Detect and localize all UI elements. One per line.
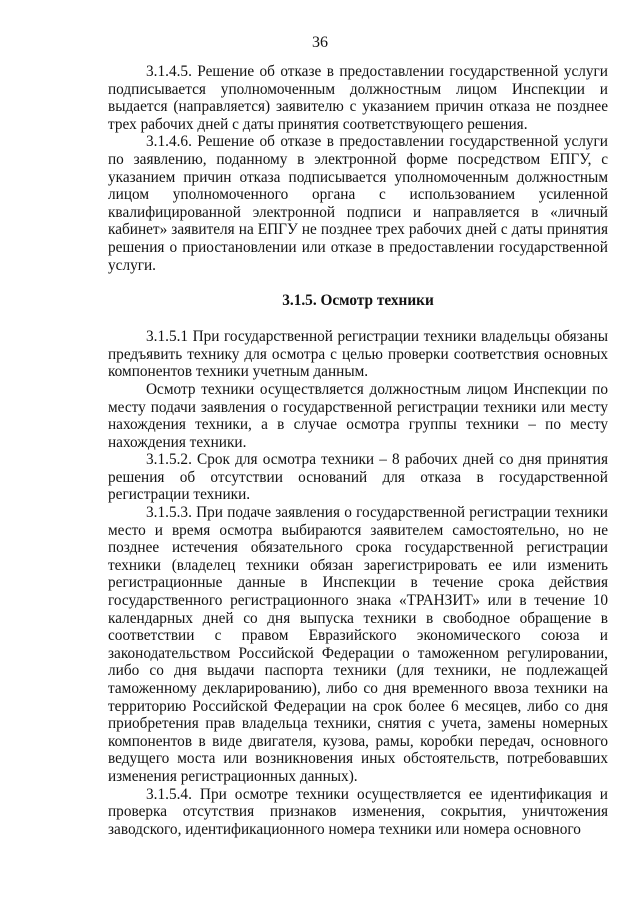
paragraph-3-1-4-5: 3.1.4.5. Решение об отказе в предоставлении государственной услуги подписывается уполномоченным должностным лицом Инспекции и выдается (направляется) заявителю с указанием причин отказа не позднее трех рабочих дней с даты принятия соответствующего решения. [108, 63, 608, 133]
document-body [108, 63, 608, 838]
paragraph-3-1-4-6: 3.1.4.6. Решение об отказе в предоставлении государственной услуги по заявлению, поданному в электронной форме посредством ЕПГУ, с указанием причин отказа подписывается уполномоченным должностным лицом уполномоченного органа с использованием усиленной квалифицированной электронной подписи и направляется в «личный кабинет» заявителя на ЕПГУ не позднее трех рабочих дней с даты принятия решения о приостановлении или отказе в предоставлении государственной услуги. [108, 133, 608, 274]
paragraph-3-1-5-1: 3.1.5.1 При государственной регистрации техники владельцы обязаны предъявить технику для осмотра с целью проверки соответствия основных компонентов техники учетным данным. [108, 328, 608, 381]
page-number: 36 [312, 34, 328, 51]
section-heading: 3.1.5. Осмотр техники [282, 292, 434, 310]
paragraph-3-1-5-4: 3.1.5.4. При осмотре техники осуществляется ее идентификация и проверка отсутствия признаков изменения, сокрытия, уничтожения заводского, идентификационного номера техники или номера основного [108, 785, 608, 838]
paragraph-3-1-5-2: 3.1.5.2. Срок для осмотра техники – 8 рабочих дней со дня принятия решения об отсутствии оснований для отказа в государственной регистрации техники. [108, 451, 608, 504]
paragraph-3-1-5-3: 3.1.5.3. При подаче заявления о государственной регистрации техники место и время осмотра выбираются заявителем самостоятельно, но не позднее истечения обязательного срока государственной регистрации техники (владелец техники обязан зарегистрировать ее или изменить регистрационные данные в Инспекции в течение срока действия государственного регистрационного знака «ТРАНЗИТ» или в течение 10 календарных дней со дня выпуска техники в свободное обращение в соответствии с правом Евразийского экономического союза и законодательством Российской Федерации о таможенном регулировании, либо со дня выдачи паспорта техники (для техники, не подлежащей таможенному декларированию), либо со дня временного ввоза техники на территорию Российской Федерации на срок более 6 месяцев, либо со дня приобретения прав владельца техники, снятия с учета, замены номерных компонентов в виде двигателя, кузова, рамы, коробки передач, основного ведущего моста или возникновения иных обстоятельств, потребовавших изменения регистрационных данных). [108, 504, 608, 785]
paragraph-inspection-location: Осмотр техники осуществляется должностным лицом Инспекции по месту подачи заявления о государственной регистрации техники или месту нахождения техники, а в случае осмотра группы техники – по месту нахождения техники. [108, 380, 608, 451]
